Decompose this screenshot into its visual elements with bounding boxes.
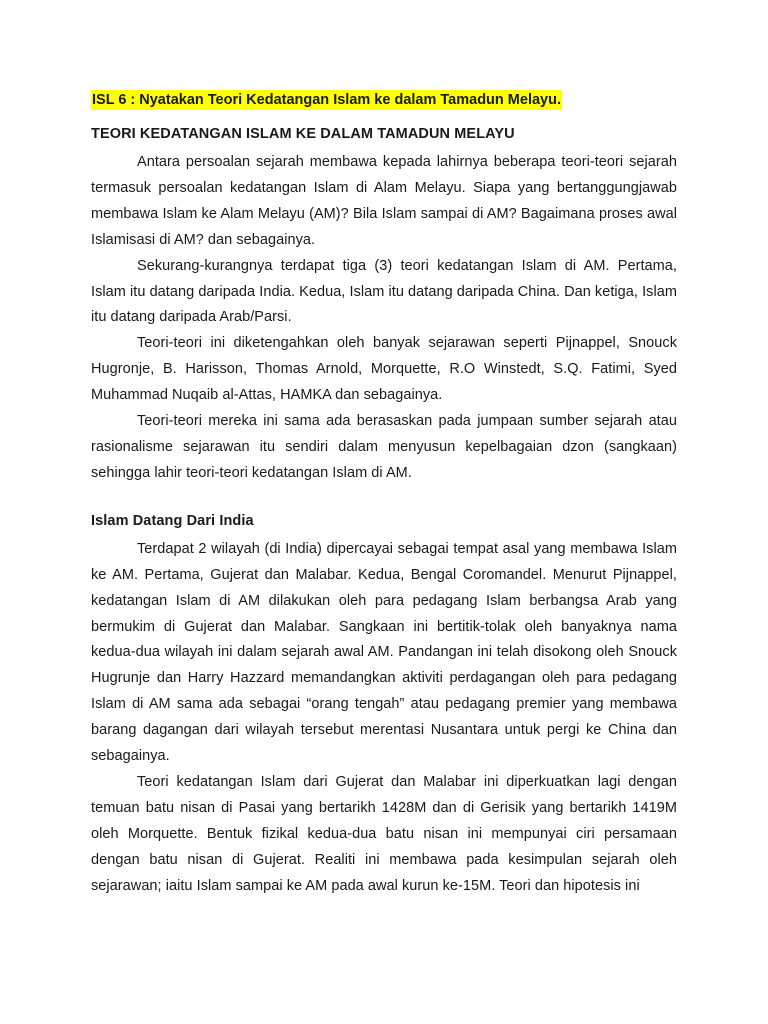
india-section-heading: Islam Datang Dari India (91, 512, 254, 529)
assignment-title-line (91, 90, 677, 110)
assignment-title: ISL 6 : Nyatakan Teori Kedatangan Islam ke dalam Tamadun Melayu. (92, 92, 561, 108)
intro-paragraph-4: Teori-teori mereka ini sama ada berasaskan pada jumpaan sumber sejarah atau rasionalisme sejarawan itu sendiri dalam menyusun kepelbagaian dzon (sangkaan) sehingga lahir teori-teori kedatangan Islam di AM. (91, 413, 677, 481)
intro-paragraph-1: Antara persoalan sejarah membawa kepada lahirnya beberapa teori-teori sejarah termasuk persoalan kedatangan Islam di Alam Melayu. Siapa yang bertanggungjawab membawa Islam ke Alam Melayu (AM)? Bila Islam sampai di AM? Bagaimana proses awal Islamisasi di AM? dan sebagainya. (91, 154, 677, 248)
india-paragraph-1: Terdapat 2 wilayah (di India) dipercayai sebagai tempat asal yang membawa Islam ke AM. Pertama, Gujerat dan Malabar. Kedua, Bengal Coromandel. Menurut Pijnappel, kedatangan Islam di AM dilakukan oleh para pedagang Islam berbangsa Arab yang bermukim di Gujerat dan Malabar. Sangkaan ini bertitik-tolak oleh banyaknya nama kedua-dua wilayah ini dalam sejarah awal AM. Pandangan ini telah disokong oleh Snouck Hugrunje dan Harry Hazzard memandangkan aktiviti perdagangan oleh para pedagang Islam di AM sama ada sebagai “orang tengah” atau pedagang premier yang membawa barang dagangan dari wilayah tersebut merentasi Nusantara untuk pergi ke China dan sebagainya. (91, 540, 677, 765)
document-body (91, 90, 677, 899)
intro-paragraph-3: Teori-teori ini diketengahkan oleh banyak sejarawan seperti Pijnappel, Snouck Hugronje, B. Harisson, Thomas Arnold, Morquette, R.O Winstedt, S.Q. Fatimi, Syed Muhammad Nuqaib al-Attas, HAMKA dan sebagainya. (91, 335, 677, 404)
india-paragraph-2: Teori kedatangan Islam dari Gujerat dan Malabar ini diperkuatkan lagi dengan temuan batu nisan di Pasai yang bertarikh 1428M dan di Gerisik yang bertarikh 1419M oleh Morquette. Bentuk fizikal kedua-dua batu nisan ini mempunyai ciri persamaan dengan batu nisan di Gujerat. Realiti ini membawa pada kesimpulan sejarah oleh sejarawan; iaitu Islam sampai ke AM pada awal kurun ke-15M. Teori dan hipotesis ini (91, 773, 677, 894)
intro-paragraph-2: Sekurang-kurangnya terdapat tiga (3) teori kedatangan Islam di AM. Pertama, Islam itu datang daripada India. Kedua, Islam itu datang daripada China. Dan ketiga, Islam itu datang daripada Arab/Parsi. (91, 257, 677, 326)
main-heading: TEORI KEDATANGAN ISLAM KE DALAM TAMADUN MELAYU (91, 126, 515, 142)
